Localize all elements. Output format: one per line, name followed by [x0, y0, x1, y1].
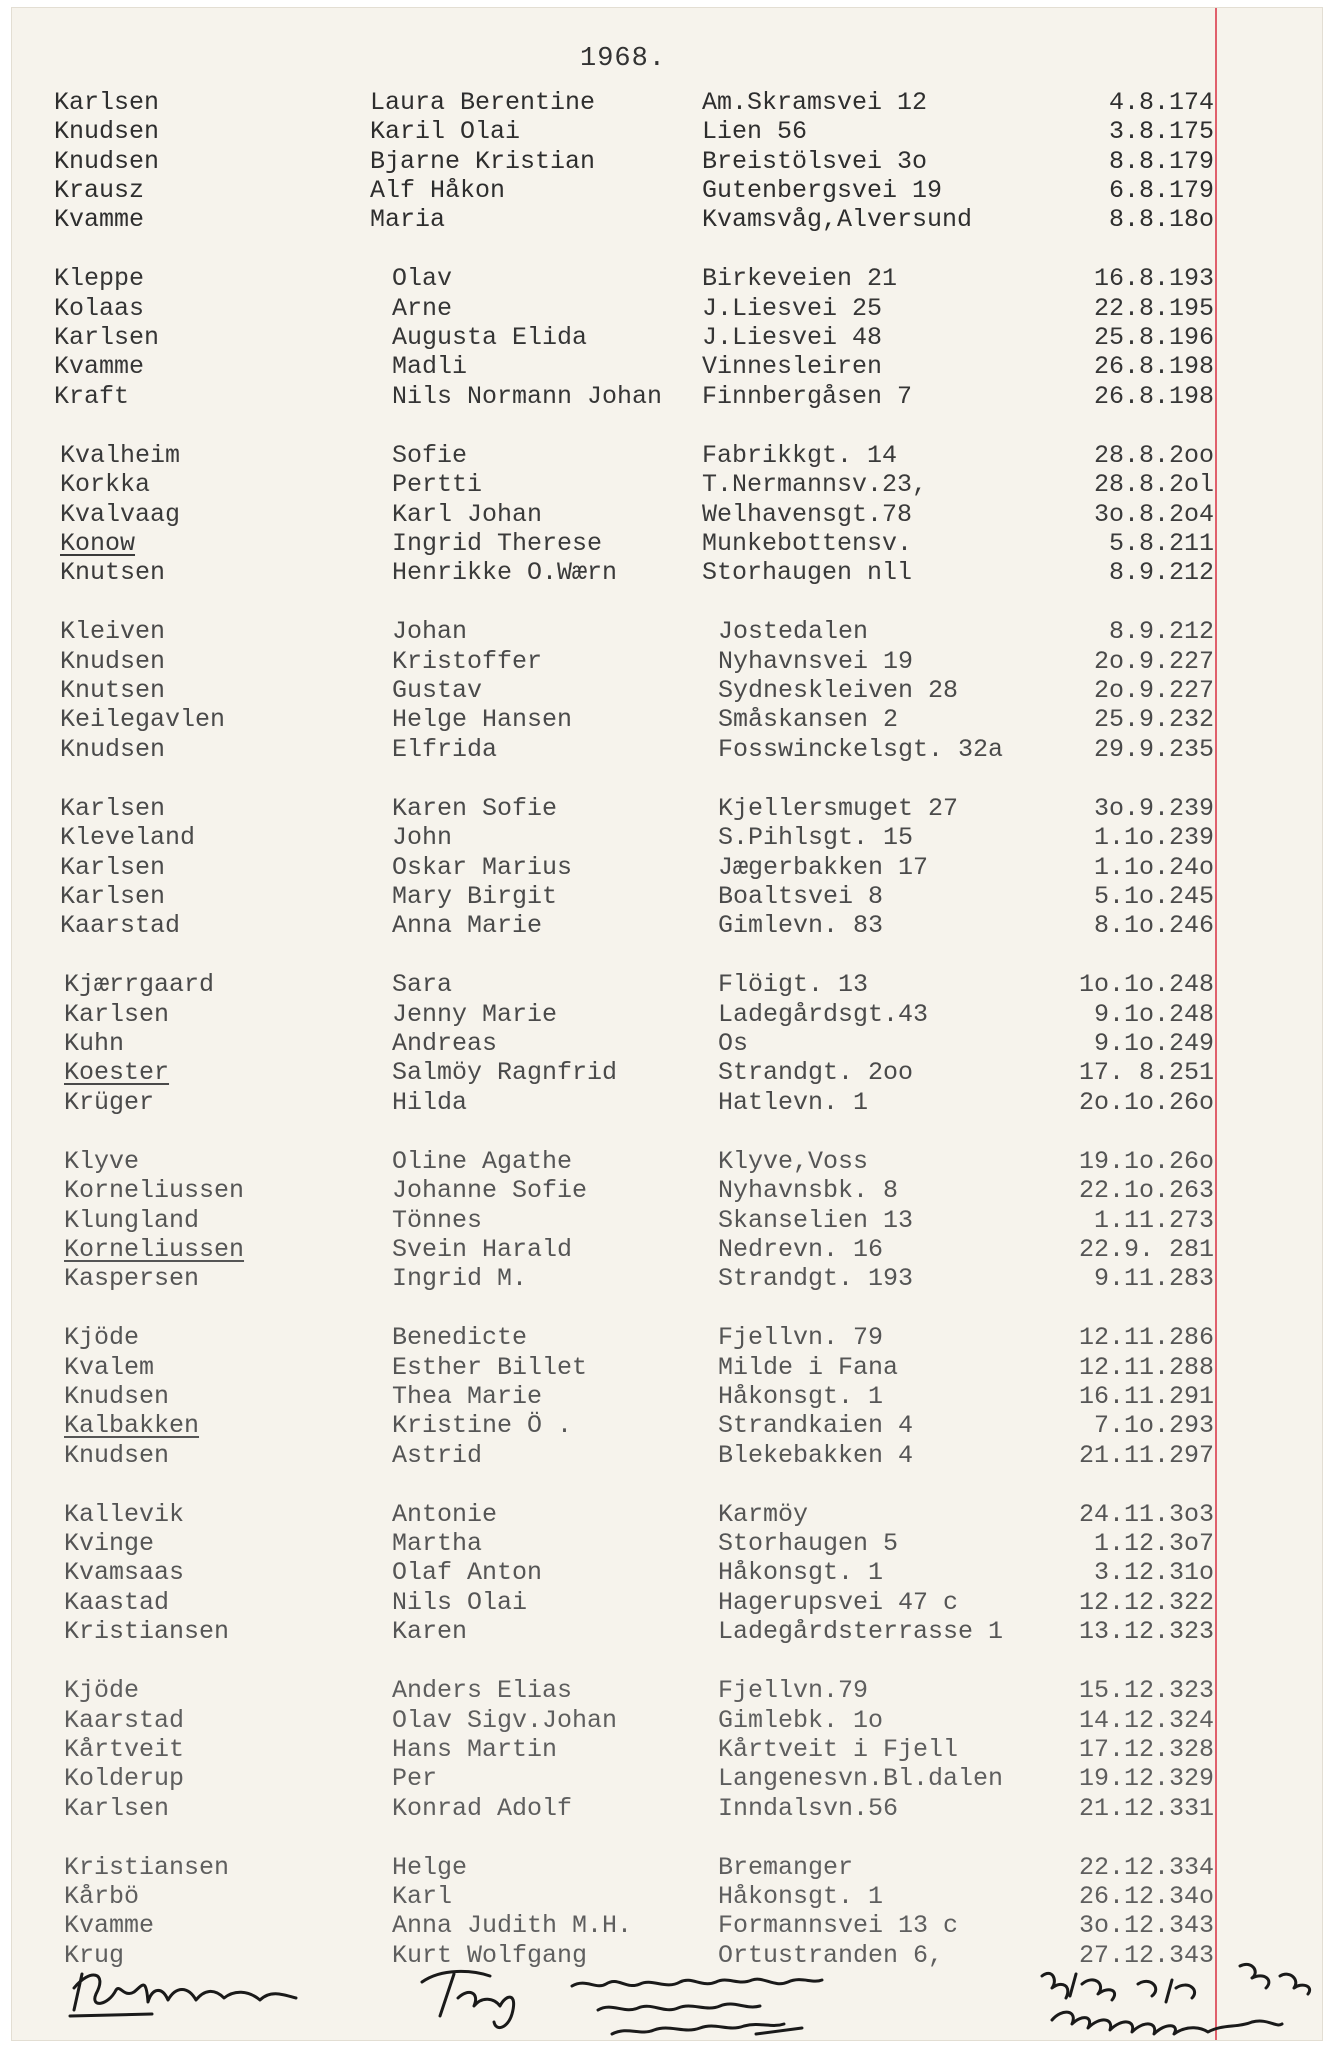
address: Nyhavnsvei 19: [718, 646, 914, 676]
address: Strandgt. 2oo: [718, 1058, 914, 1088]
given-names: Olaf Anton: [392, 1558, 543, 1588]
ledger-row: [12, 88, 1322, 117]
address: Finnbergåsen 7: [702, 381, 913, 411]
ledger-row: [12, 647, 1322, 676]
ledger-row: [12, 441, 1322, 470]
address: Gimlebk. 1o: [718, 1705, 884, 1735]
surname: Knudsen: [54, 117, 160, 147]
given-names: Svein Harald: [392, 1234, 573, 1264]
given-names: Per: [392, 1764, 438, 1794]
surname: Kolderup: [64, 1764, 185, 1794]
ledger-row: [12, 1088, 1322, 1117]
address: Langenesvn.Bl.dalen: [718, 1764, 1004, 1794]
surname: Karlsen: [54, 323, 160, 353]
given-names: Johanne Sofie: [392, 1176, 588, 1206]
given-names: Laura Berentine: [370, 88, 596, 117]
given-names: Sara: [392, 970, 453, 1000]
date-number: 3o.12.343: [1078, 1911, 1214, 1941]
given-names: Andreas: [392, 1029, 498, 1059]
ledger-row: [12, 1176, 1322, 1205]
address: Lien 56: [702, 117, 808, 147]
surname: Keilegavlen: [60, 705, 226, 735]
surname: Kalbakken: [64, 1411, 200, 1441]
surname: Korneliussen: [64, 1176, 245, 1206]
surname: Kvinge: [64, 1529, 155, 1559]
address: Fjellvn.79: [718, 1676, 869, 1706]
given-names: Arne: [392, 293, 453, 323]
surname: Kvamme: [54, 352, 145, 382]
entry-group: [12, 617, 1322, 763]
surname: Karlsen: [60, 793, 166, 823]
date-number: 17.12.328: [1078, 1734, 1214, 1764]
ledger-row: [12, 1617, 1322, 1646]
address: T.Nermannsv.23,: [702, 470, 928, 500]
ledger-row: [12, 823, 1322, 852]
address: Klyve,Voss: [718, 1146, 869, 1176]
address: Håkonsgt. 1: [718, 1558, 884, 1588]
given-names: Karen Sofie: [392, 793, 558, 823]
address: S.Pihlsgt. 15: [718, 823, 914, 853]
address: Strandgt. 193: [718, 1264, 914, 1294]
date-number: 5.1o.245: [1093, 881, 1214, 911]
date-number: 1.1o.24o: [1093, 852, 1214, 882]
date-number: 26.8.198: [1093, 352, 1214, 382]
given-names: Johan: [392, 617, 468, 647]
date-number: 29.9.235: [1093, 734, 1214, 764]
ledger-row: [12, 1029, 1322, 1058]
surname: Karlsen: [64, 1793, 170, 1823]
surname: Karlsen: [60, 852, 166, 882]
given-names: Esther Billet: [392, 1352, 588, 1382]
handwritten-notes: [12, 1928, 1322, 2038]
ledger-row: [12, 1353, 1322, 1382]
date-number: 3.8.175: [1108, 117, 1214, 147]
date-number: 9.11.283: [1093, 1264, 1214, 1294]
surname: Kleiven: [60, 617, 166, 647]
surname: Konow: [60, 528, 136, 558]
date-number: 2o.9.227: [1093, 646, 1214, 676]
date-number: 19.1o.26o: [1078, 1146, 1214, 1176]
given-names: Nils Normann Johan: [392, 381, 663, 411]
ledger-row: [12, 117, 1322, 146]
given-names: Helge: [392, 1852, 468, 1882]
date-number: 8.8.179: [1108, 146, 1214, 176]
given-names: Hans Martin: [392, 1734, 558, 1764]
surname: Kvalem: [64, 1352, 155, 1382]
address: Ladegårdsgt.43: [718, 999, 929, 1029]
entry-group: [12, 1500, 1322, 1646]
ledger-row: [12, 1206, 1322, 1235]
ledger-row: [12, 1706, 1322, 1735]
date-number: 22.8.195: [1093, 293, 1214, 323]
ledger-row: [12, 1000, 1322, 1029]
date-number: 24.11.3o3: [1078, 1499, 1214, 1529]
given-names: Olav Sigv.Johan: [392, 1705, 618, 1735]
given-names: Karl Johan: [392, 499, 543, 529]
given-names: Olav: [392, 264, 453, 294]
surname: Klungland: [64, 1205, 200, 1235]
date-number: 6.8.179: [1108, 175, 1214, 205]
date-number: 5.8.211: [1108, 528, 1214, 558]
surname: Knudsen: [64, 1381, 170, 1411]
ledger-row: [12, 1382, 1322, 1411]
ledger-row: [12, 794, 1322, 823]
date-number: 1.11.273: [1093, 1205, 1214, 1235]
surname: Knudsen: [64, 1440, 170, 1470]
date-number: 21.11.297: [1078, 1440, 1214, 1470]
entry-group: [12, 264, 1322, 410]
ledger-row: [12, 1500, 1322, 1529]
surname: Knudsen: [60, 646, 166, 676]
surname: Kraft: [54, 381, 130, 411]
surname: Krausz: [54, 175, 145, 205]
given-names: Helge Hansen: [392, 705, 573, 735]
ledger-row: [12, 558, 1322, 587]
ledger-row: [12, 294, 1322, 323]
surname: Knudsen: [54, 146, 160, 176]
address: Ortustranden 6,: [718, 1940, 944, 1970]
ledger-row: [12, 147, 1322, 176]
given-names: Karen: [392, 1617, 468, 1647]
date-number: 2o.1o.26o: [1078, 1087, 1214, 1117]
given-names: Nils Olai: [392, 1587, 528, 1617]
address: Hagerupsvei 47 c: [718, 1587, 959, 1617]
date-number: 25.9.232: [1093, 705, 1214, 735]
surname: Kvamme: [64, 1911, 155, 1941]
date-number: 7.1o.293: [1093, 1411, 1214, 1441]
surname: Kaarstad: [60, 911, 181, 941]
given-names: Karil Olai: [370, 117, 521, 147]
ledger-row: [12, 676, 1322, 705]
given-names: Ingrid Therese: [392, 528, 603, 558]
address: Strandkaien 4: [718, 1411, 914, 1441]
ledger-row: [12, 1411, 1322, 1440]
address: Småskansen 2: [718, 705, 899, 735]
surname: Kallevik: [64, 1499, 185, 1529]
given-names: Anna Marie: [392, 911, 543, 941]
surname: Karlsen: [64, 999, 170, 1029]
given-names: Ingrid M.: [392, 1264, 528, 1294]
given-names: Pertti: [392, 470, 483, 500]
surname: Kaarstad: [64, 1705, 185, 1735]
given-names: Sofie: [392, 440, 468, 470]
date-number: 26.8.198: [1093, 381, 1214, 411]
ledger-row: [12, 705, 1322, 734]
given-names: Thea Marie: [392, 1381, 543, 1411]
date-number: 14.12.324: [1078, 1705, 1214, 1735]
address: Jægerbakken 17: [718, 852, 929, 882]
date-number: 12.12.322: [1078, 1587, 1214, 1617]
ledger-row: [12, 470, 1322, 499]
date-number: 1.1o.239: [1093, 823, 1214, 853]
address: Am.Skramsvei 12: [702, 88, 928, 117]
ledger-row: [12, 1323, 1322, 1352]
date-number: 9.1o.249: [1093, 1029, 1214, 1059]
address: Skanselien 13: [718, 1205, 914, 1235]
ledger-row: [12, 617, 1322, 646]
entry-group: [12, 1676, 1322, 1822]
surname: Kvamsaas: [64, 1558, 185, 1588]
ledger-row: [12, 735, 1322, 764]
date-number: 8.1o.246: [1093, 911, 1214, 941]
surname: Kaspersen: [64, 1264, 200, 1294]
ledger-page: [12, 8, 1322, 2040]
given-names: Kurt Wolfgang: [392, 1940, 588, 1970]
surname: Kvamme: [54, 205, 145, 235]
address: Kvamsvåg,Alversund: [702, 205, 973, 235]
address: Fabrikkgt. 14: [702, 440, 898, 470]
surname: Koester: [64, 1058, 170, 1088]
date-number: 9.1o.248: [1093, 999, 1214, 1029]
given-names: Konrad Adolf: [392, 1793, 573, 1823]
address: Håkonsgt. 1: [718, 1381, 884, 1411]
address: Blekebakken 4: [718, 1440, 914, 1470]
ledger-row: [12, 1764, 1322, 1793]
ledger-row: [12, 1794, 1322, 1823]
surname: Kaastad: [64, 1587, 170, 1617]
surname: Kristiansen: [64, 1852, 230, 1882]
address: Kjellersmuget 27: [718, 793, 959, 823]
ledger-row: [12, 1529, 1322, 1558]
address: Munkebottensv.: [702, 528, 913, 558]
date-number: 3o.9.239: [1093, 793, 1214, 823]
given-names: Oskar Marius: [392, 852, 573, 882]
surname: Kleveland: [60, 823, 196, 853]
surname: Kolaas: [54, 293, 145, 323]
date-number: 15.12.323: [1078, 1676, 1214, 1706]
address: Karmöy: [718, 1499, 809, 1529]
date-number: 3o.8.2o4: [1093, 499, 1214, 529]
address: J.Liesvei 25: [702, 293, 883, 323]
given-names: Elfrida: [392, 734, 498, 764]
page-year: 1968.: [580, 44, 667, 74]
date-number: 22.1o.263: [1078, 1176, 1214, 1206]
address: Bremanger: [718, 1852, 854, 1882]
entry-group: [12, 441, 1322, 587]
address: Milde i Fana: [718, 1352, 899, 1382]
given-names: John: [392, 823, 453, 853]
ledger-row: [12, 205, 1322, 234]
ledger-row: [12, 1735, 1322, 1764]
ledger-row: [12, 1235, 1322, 1264]
entry-group: [12, 1323, 1322, 1469]
given-names: Jenny Marie: [392, 999, 558, 1029]
date-number: 8.9.212: [1108, 617, 1214, 647]
date-number: 28.8.2oo: [1093, 440, 1214, 470]
date-number: 17. 8.251: [1078, 1058, 1214, 1088]
date-number: 22.12.334: [1078, 1852, 1214, 1882]
date-number: 1o.1o.248: [1078, 970, 1214, 1000]
given-names: Tönnes: [392, 1205, 483, 1235]
address: Kårtveit i Fjell: [718, 1734, 959, 1764]
address: Nedrevn. 16: [718, 1234, 884, 1264]
date-number: 8.8.18o: [1108, 205, 1214, 235]
ledger-row: [12, 911, 1322, 940]
ledger-row: [12, 853, 1322, 882]
entry-group: [12, 794, 1322, 940]
address: Flöigt. 13: [718, 970, 869, 1000]
given-names: Salmöy Ragnfrid: [392, 1058, 618, 1088]
given-names: Martha: [392, 1529, 483, 1559]
ledger-row: [12, 970, 1322, 999]
given-names: Maria: [370, 205, 446, 235]
ledger-row: [12, 1441, 1322, 1470]
given-names: Astrid: [392, 1440, 483, 1470]
given-names: Anders Elias: [392, 1676, 573, 1706]
ledger-row: [12, 1558, 1322, 1587]
surname: Kvalvaag: [60, 499, 181, 529]
ledger-row: [12, 1264, 1322, 1293]
date-number: 25.8.196: [1093, 323, 1214, 353]
address: Boaltsvei 8: [718, 881, 884, 911]
address: Vinnesleiren: [702, 352, 883, 382]
surname: Karlsen: [54, 88, 160, 117]
ledger-row: [12, 382, 1322, 411]
address: Hatlevn. 1: [718, 1087, 869, 1117]
surname: Kårbö: [64, 1882, 140, 1912]
given-names: Hilda: [392, 1087, 468, 1117]
address: Storhaugen 5: [718, 1529, 899, 1559]
date-number: 13.12.323: [1078, 1617, 1214, 1647]
date-number: 22.9. 281: [1078, 1234, 1214, 1264]
surname: Karlsen: [60, 881, 166, 911]
ledger-row: [12, 264, 1322, 293]
address: Gutenbergsvei 19: [702, 175, 943, 205]
ledger-row: [12, 1676, 1322, 1705]
given-names: Kristoffer: [392, 646, 543, 676]
address: Nyhavnsbk. 8: [718, 1176, 899, 1206]
date-number: 12.11.288: [1078, 1352, 1214, 1382]
ledger-row: [12, 882, 1322, 911]
date-number: 2o.9.227: [1093, 676, 1214, 706]
address: Birkeveien 21: [702, 264, 898, 294]
date-number: 8.9.212: [1108, 558, 1214, 588]
surname: Knutsen: [60, 558, 166, 588]
surname: Kleppe: [54, 264, 145, 294]
address: Fosswinckelsgt. 32a: [718, 734, 1004, 764]
ledger-row: [12, 500, 1322, 529]
surname: Knudsen: [60, 734, 166, 764]
address: Håkonsgt. 1: [718, 1882, 884, 1912]
surname: Kristiansen: [64, 1617, 230, 1647]
ledger-row: [12, 176, 1322, 205]
given-names: Augusta Elida: [392, 323, 588, 353]
surname: Krüger: [64, 1087, 155, 1117]
address: Breistölsvei 3o: [702, 146, 928, 176]
given-names: Madli: [392, 352, 468, 382]
address: Gimlevn. 83: [718, 911, 884, 941]
ledger-row: [12, 1588, 1322, 1617]
given-names: Gustav: [392, 676, 483, 706]
date-number: 12.11.286: [1078, 1323, 1214, 1353]
ledger-row: [12, 323, 1322, 352]
address: Welhavensgt.78: [702, 499, 913, 529]
address: Fjellvn. 79: [718, 1323, 884, 1353]
ledger-row: [12, 529, 1322, 558]
address: Os: [718, 1029, 749, 1059]
given-names: Anna Judith M.H.: [392, 1911, 633, 1941]
address: Inndalsvn.56: [718, 1793, 899, 1823]
date-number: 27.12.343: [1078, 1940, 1214, 1970]
entry-group: [12, 88, 1322, 234]
given-names: Karl: [392, 1882, 453, 1912]
address: Ladegårdsterrasse 1: [718, 1617, 1004, 1647]
given-names: Antonie: [392, 1499, 498, 1529]
date-number: 21.12.331: [1078, 1793, 1214, 1823]
handwriting-scribbles: [12, 1928, 1322, 2038]
date-number: 28.8.2ol: [1093, 470, 1214, 500]
given-names: Bjarne Kristian: [370, 146, 596, 176]
surname: Kuhn: [64, 1029, 125, 1059]
entry-group: [12, 970, 1322, 1116]
address: Storhaugen nll: [702, 558, 913, 588]
surname: Knutsen: [60, 676, 166, 706]
ledger-row: [12, 1882, 1322, 1911]
surname: Kjöde: [64, 1676, 140, 1706]
address: Sydneskleiven 28: [718, 676, 959, 706]
entry-group: [12, 1147, 1322, 1293]
given-names: Mary Birgit: [392, 881, 558, 911]
date-number: 4.8.174: [1108, 88, 1214, 117]
ledger-row: [12, 352, 1322, 381]
address: Jostedalen: [718, 617, 869, 647]
date-number: 3.12.31o: [1093, 1558, 1214, 1588]
ledger-entries: [12, 88, 1322, 2000]
ledger-row: [12, 1147, 1322, 1176]
given-names: Benedicte: [392, 1323, 528, 1353]
surname: Kvalheim: [60, 440, 181, 470]
address: J.Liesvei 48: [702, 323, 883, 353]
date-number: 16.11.291: [1078, 1381, 1214, 1411]
given-names: Kristine Ö .: [392, 1411, 573, 1441]
surname: Kårtveit: [64, 1734, 185, 1764]
date-number: 1.12.3o7: [1093, 1529, 1214, 1559]
date-number: 19.12.329: [1078, 1764, 1214, 1794]
ledger-row: [12, 1058, 1322, 1087]
surname: Korneliussen: [64, 1234, 245, 1264]
given-names: Alf Håkon: [370, 175, 506, 205]
surname: Korkka: [60, 470, 151, 500]
given-names: Oline Agathe: [392, 1146, 573, 1176]
surname: Klyve: [64, 1146, 140, 1176]
address: Formannsvei 13 c: [718, 1911, 959, 1941]
date-number: 26.12.34o: [1078, 1882, 1214, 1912]
surname: Kjærrgaard: [64, 970, 215, 1000]
given-names: Henrikke O.Wærn: [392, 558, 618, 588]
surname: Kjöde: [64, 1323, 140, 1353]
surname: Krug: [64, 1940, 125, 1970]
ledger-row: [12, 1853, 1322, 1882]
date-number: 16.8.193: [1093, 264, 1214, 294]
